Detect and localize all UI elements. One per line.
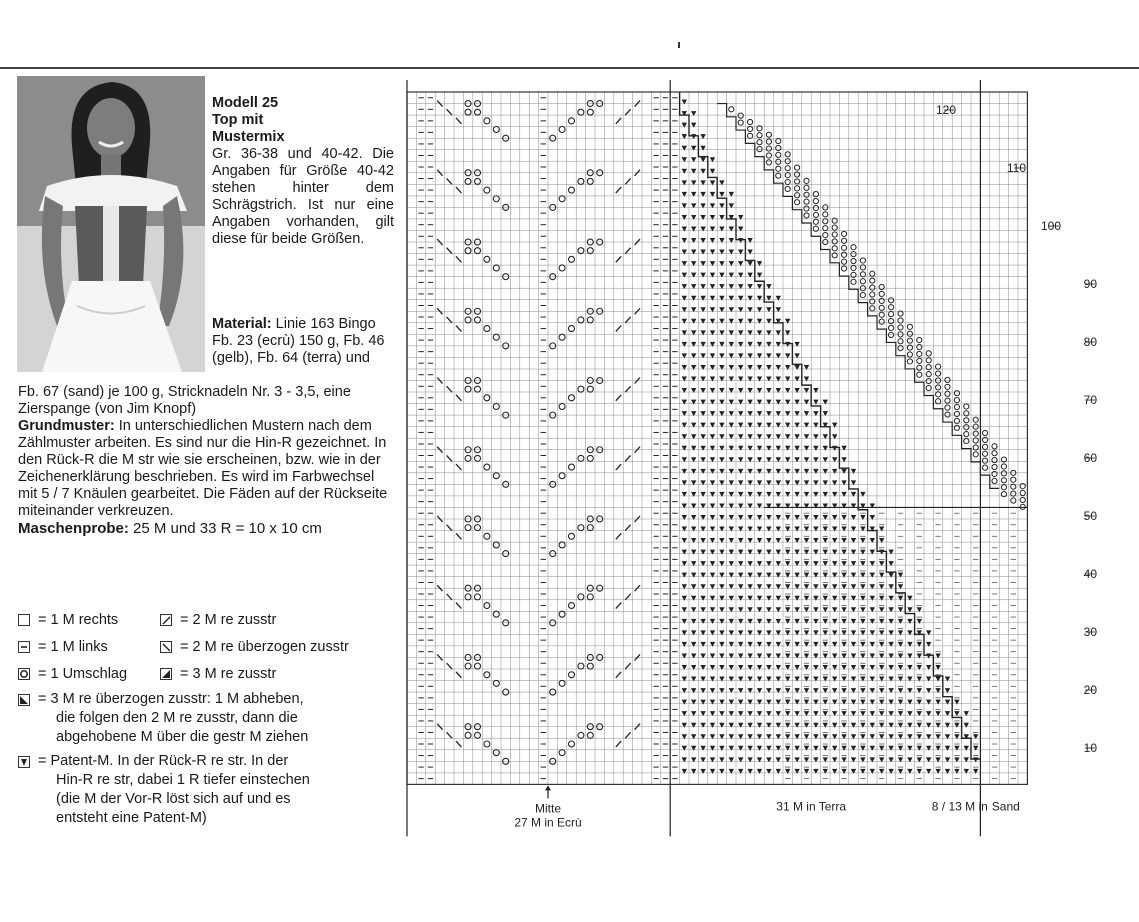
maschenprobe-paragraph [18, 520, 394, 537]
model-subtitle-line1: Top mit [212, 112, 264, 128]
legend-ueberzogen3 [18, 690, 394, 747]
row-label-90: 90 [1083, 277, 1097, 291]
material-label: Material: [212, 316, 272, 332]
right-decrease-symbol-icon [160, 614, 172, 626]
legend-links [18, 637, 108, 657]
row-label-60: 60 [1083, 451, 1097, 465]
scan-mark [678, 42, 680, 48]
legend-patent-line1: = Patent-M. In der Rück-R re str. In der [38, 753, 289, 769]
mitte-label: Mitte [534, 801, 562, 816]
top-rule [0, 67, 1139, 69]
model-title: Modell 25 [212, 95, 279, 111]
maschenprobe-text: 25 M und 33 R = 10 x 10 cm [133, 520, 322, 537]
legend-patent-line3: (die M der Vor-R löst sich auf und es [56, 791, 291, 807]
legend-links-text: = 1 M links [38, 639, 108, 655]
three-overdrawn-symbol-icon [18, 694, 30, 706]
three-together-symbol-icon [160, 668, 172, 680]
knitting-chart [395, 80, 1115, 865]
row-label-70: 70 [1083, 393, 1097, 407]
legend-umschlag-text: = 1 Umschlag [38, 666, 128, 682]
row-label-40: 40 [1083, 567, 1097, 581]
terra-label: 31 M in Terra [776, 799, 847, 814]
legend-re-zusstr3-text: = 3 M re zusstr [180, 666, 277, 682]
row-label-120: 120 [935, 103, 956, 117]
chart-canvas [395, 80, 1115, 860]
row-label-80: 80 [1083, 335, 1097, 349]
row-label-110: 110 [1006, 161, 1026, 175]
sizes-text: Gr. 36-38 und 40-42. Die Angaben für Größe 40-42 stehen hinter dem Schrägstrich. Ist nur eine Angaben vorhanden, gilt diese für beide Größen. [212, 146, 394, 247]
legend-rechts [18, 610, 118, 630]
legend-re-zusstr3 [160, 664, 276, 684]
ecru-label: 27 M in Ecrù [514, 815, 582, 830]
legend-ueberzogen3-line3: abgehobene M über die gestr M ziehen [56, 729, 309, 745]
model-photo [17, 76, 205, 372]
legend-re-zusstr2-text: = 2 M re zusstr [180, 612, 277, 628]
material-text: Linie 163 Bingo Fb. 23 (ecrù) 150 g, Fb. 46 (gelb), Fb. 64 (terra) und [212, 316, 385, 366]
links-symbol-icon [18, 641, 30, 653]
left-decrease-symbol-icon [160, 641, 172, 653]
row-label-10: 10 [1083, 741, 1097, 755]
legend-patent [18, 752, 394, 828]
legend-ueberzogen3-line1: = 3 M re überzogen zusstr: 1 M abheben, [38, 691, 304, 707]
row-label-20: 20 [1083, 683, 1097, 697]
sand-size-label: 8 / 13 M in [931, 799, 988, 814]
row-label-30: 30 [1083, 625, 1097, 639]
legend-patent-line4: entsteht eine Patent-M) [56, 810, 207, 826]
row-label-100: 100 [1040, 219, 1061, 233]
grundmuster-label: Grundmuster: [18, 418, 115, 434]
legend-patent-line2: Hin-R re str, dabei 1 R tiefer einstechen [56, 772, 310, 788]
legend-ueberzogen3-line2: die folgen den 2 M re zusstr, dann die [56, 710, 298, 726]
material-block [212, 316, 394, 367]
legend-ueberzogen2 [160, 637, 349, 657]
legend-ueberzogen2-text: = 2 M re überzogen zusstr [180, 639, 349, 655]
model-title-block [212, 95, 394, 248]
patent-stitch-symbol-icon [18, 756, 30, 768]
instructions-block [18, 384, 394, 537]
model-subtitle-line2: Mustermix [212, 129, 285, 145]
material-continued: Fb. 67 (sand) je 100 g, Stricknadeln Nr. 3 - 3,5, eine Zierspange (von Jim Knopf) [18, 384, 351, 417]
maschenprobe-label: Maschenprobe: [18, 520, 129, 537]
grundmuster-text: In unterschiedlichen Mustern nach dem Zählmuster arbeiten. Es sind nur die Hin-R gezeichnet. In den Rück-R die M str wie sie erscheinen, bzw. wie in der Zeichenerklärung beschrieben. Es wird im Farbwechsel mit 5 / 7 Knäulen gearbeitet. Die Fäden auf der Rückseite miteinander verkreuzen. [18, 418, 388, 519]
legend-umschlag [18, 664, 127, 684]
row-label-50: 50 [1083, 509, 1097, 523]
legend-re-zusstr2 [160, 610, 276, 630]
rechts-symbol-icon [18, 614, 30, 626]
sand-label: Sand [991, 799, 1020, 814]
legend-rechts-text: = 1 M rechts [38, 612, 119, 628]
grundmuster-paragraph [18, 418, 394, 520]
yarn-over-symbol-icon [18, 668, 30, 680]
